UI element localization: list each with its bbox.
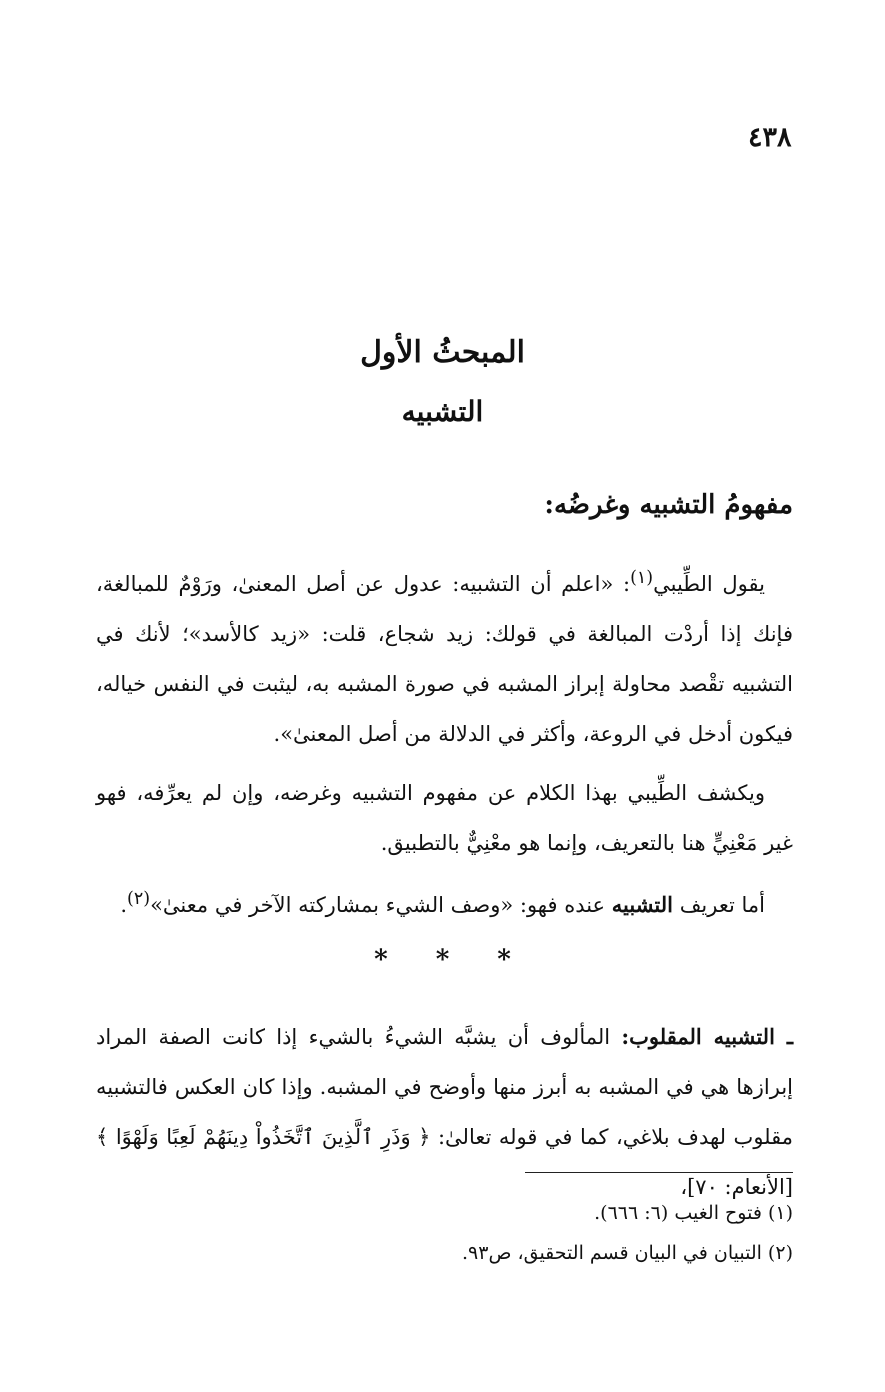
page-number: ٤٣٨ — [748, 122, 792, 153]
separator-star: * — [435, 945, 450, 975]
chapter-subtitle: التشبيه — [401, 395, 484, 428]
section-heading: مفهومُ التشبيه وغرضُه: — [544, 490, 793, 520]
paragraph-text: . — [120, 893, 128, 917]
subsection-lead: ـ التشبيه المقلوب: — [621, 1024, 793, 1049]
footnote-ref-1: (١) — [630, 568, 654, 588]
paragraph-text: [الأنعام: ٧٠]، — [680, 1175, 793, 1199]
paragraph-definition — [96, 874, 793, 930]
footnote-ref-2: (٢) — [127, 889, 151, 909]
footnote-2: (٢) التبيان في البيان قسم التحقيق، ص٩٣. — [461, 1242, 793, 1264]
chapter-title: المبحثُ الأول — [360, 335, 525, 370]
paragraph-text: أما تعريف — [673, 893, 765, 917]
separator-star: * — [374, 945, 388, 975]
paragraph-explanation — [96, 768, 793, 868]
quran-verse: ﴿ وَذَرِ ٱلَّذِينَ ٱتَّخَذُواْ دِينَهُمْ لَعِبًا وَلَهْوًا ﴾ — [96, 1125, 431, 1149]
paragraph-inverted-simile — [96, 1012, 793, 1212]
paragraph-text: عنده فهو: «وصف الشيء بمشاركته الآخر في معنىٰ» — [150, 893, 612, 917]
section-separator — [0, 945, 885, 975]
bold-term: التشبيه — [611, 892, 674, 917]
footnote-1: (١) فتوح الغيب (٦: ٦٦٦). — [594, 1202, 793, 1224]
footnote-divider — [525, 1172, 793, 1173]
paragraph-text: يقول الطِّيبي — [653, 572, 765, 596]
paragraph-text: المألوف أن يشبَّه الشيءُ بالشيء إذا كانت الصفة المراد إبرازها هي في المشبه به أبرز منها وأوضح في المشبه. وإذا كان العكس فالتشبيه مقلوب لهدف بلاغي، كما في قوله تعالىٰ: — [96, 1025, 793, 1149]
paragraph-text: ويكشف الطِّيبي بهذا الكلام عن مفهوم التشبيه وغرضه، وإن لم يعرِّفه، فهو غير مَعْنِيٍّ هنا بالتعريف، وإنما هو معْنِيٌّ بالتطبيق. — [96, 781, 793, 855]
paragraph-tibi-quote — [96, 553, 793, 759]
paragraph-text: : «اعلم أن التشبيه: عدول عن أصل المعنىٰ، ورَوْمٌ للمبالغة، فإنك إذا أردْت المبالغة في قولك: زيد شجاع، قلت: «زيد كالأسد»؛ لأنك في التشبيه تقْصد محاولة إبراز المشبه في صورة المشبه به، ليثبت في النفس خياله، فيكون أدخل في الروعة، وأكثر في الدلالة من أصل المعنىٰ». — [96, 572, 793, 746]
separator-star: * — [497, 945, 511, 975]
